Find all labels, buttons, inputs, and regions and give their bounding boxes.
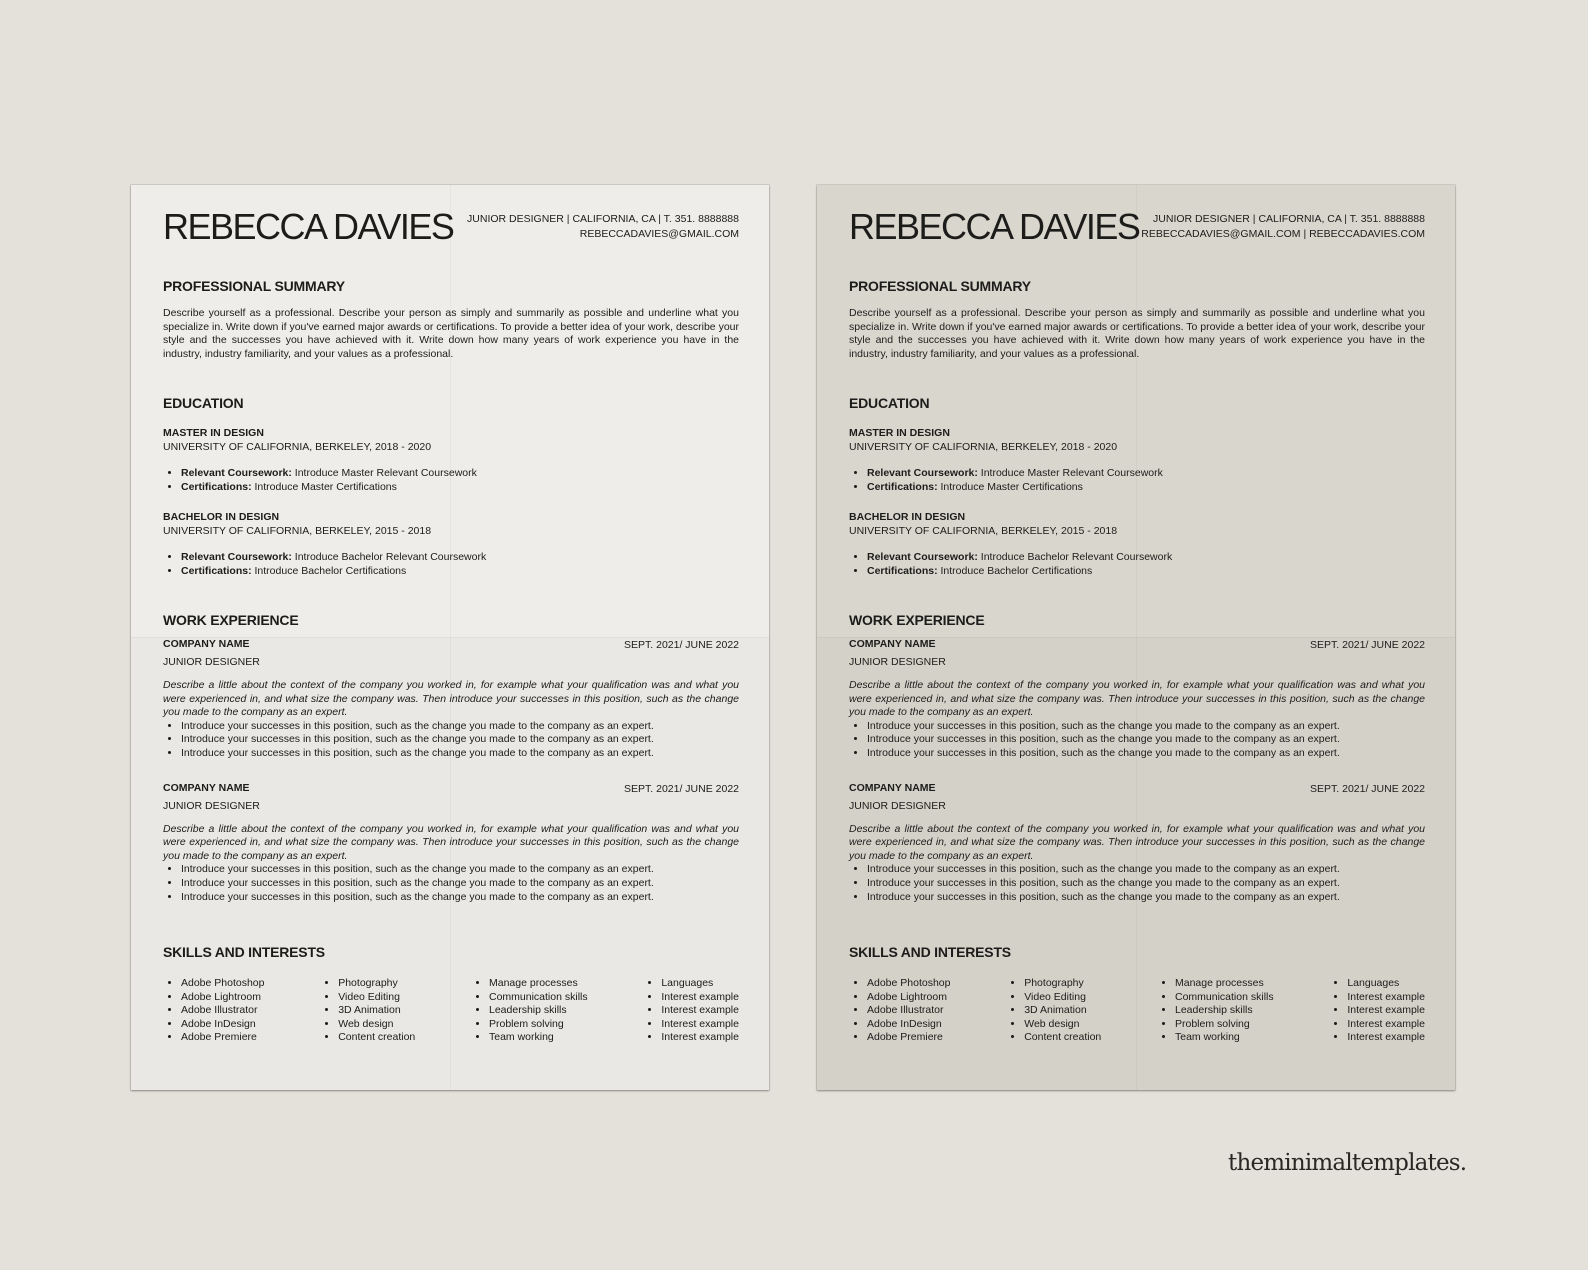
job-company: COMPANY NAME xyxy=(849,638,936,650)
list-item: • Introduce your successes in this position, such as the change you made to the company as an expert. xyxy=(867,877,1425,891)
education-item xyxy=(849,510,1425,578)
job-date: SEPT. 2021/ JUNE 2022 xyxy=(624,639,739,651)
list-item xyxy=(867,467,1425,481)
list-item: • Problem solving xyxy=(489,1018,588,1032)
summary-heading: PROFESSIONAL SUMMARY xyxy=(163,278,345,294)
skills-columns xyxy=(849,977,1425,1045)
education-item xyxy=(849,426,1425,494)
list-item: • Video Editing xyxy=(1024,991,1101,1005)
work-heading: WORK EXPERIENCE xyxy=(849,612,985,628)
education-heading: EDUCATION xyxy=(163,395,244,411)
degree-school: UNIVERSITY OF CALIFORNIA, BERKELEY, 2015 - 2018 xyxy=(163,525,432,538)
education-section xyxy=(163,394,739,578)
contact-line-1: JUNIOR DESIGNER | CALIFORNIA, CA | T. 351. 8888888 xyxy=(467,213,739,225)
list-item: • Adobe Lightroom xyxy=(181,991,265,1005)
list-item: • Manage processes xyxy=(1175,977,1274,991)
list-item: • Adobe Premiere xyxy=(181,1031,265,1045)
job-date: SEPT. 2021/ JUNE 2022 xyxy=(1310,782,1425,795)
skills-columns xyxy=(163,977,739,1045)
list-item: • Introduce your successes in this position, such as the change you made to the company as an expert. xyxy=(867,891,1425,905)
skills-column xyxy=(163,977,265,1045)
job-role: JUNIOR DESIGNER xyxy=(849,799,946,812)
job-company: COMPANY NAME xyxy=(849,781,936,794)
contact-info xyxy=(467,212,739,242)
job-role: JUNIOR DESIGNER xyxy=(163,656,260,668)
coursework-label: Relevant Coursework: xyxy=(867,551,978,564)
list-item xyxy=(181,467,739,481)
resume-sheet-beige xyxy=(817,185,1455,1090)
skills-section xyxy=(849,943,1425,961)
list-item: • Introduce your successes in this position, such as the change you made to the company as an expert. xyxy=(181,863,739,877)
degree-school: UNIVERSITY OF CALIFORNIA, BERKELEY, 2018 - 2020 xyxy=(163,441,432,453)
list-item xyxy=(181,481,739,495)
certifications-value: Introduce Bachelor Certifications xyxy=(251,564,407,577)
certifications-value: Introduce Master Certifications xyxy=(251,480,397,493)
degree-title: MASTER IN DESIGN xyxy=(163,427,264,439)
certifications-label: Certifications: xyxy=(867,564,938,577)
list-item: • Introduce your successes in this position, such as the change you made to the company as an expert. xyxy=(867,863,1425,877)
list-item: • Web design xyxy=(338,1018,415,1032)
education-item xyxy=(163,510,739,578)
list-item: • Adobe Photoshop xyxy=(181,977,265,991)
list-item: • Interest example xyxy=(1347,1031,1425,1045)
job-company: COMPANY NAME xyxy=(163,638,250,650)
job-entry xyxy=(163,781,739,905)
list-item: • Introduce your successes in this position, such as the change you made to the company as an expert. xyxy=(867,733,1425,747)
list-item: • Adobe Illustrator xyxy=(867,1004,951,1018)
list-item: • Team working xyxy=(1175,1031,1274,1045)
job-description: Describe a little about the context of the company you worked in, for example what your qualification was and what you were experienced in, and what size the company was. Then introduce your successes in this position, such as the change you made to the company as an expert. xyxy=(163,822,739,862)
list-item: • Introduce your successes in this position, such as the change you made to the company as an expert. xyxy=(181,877,739,891)
education-heading: EDUCATION xyxy=(849,395,930,411)
list-item: • Photography xyxy=(338,977,415,991)
list-item: • Communication skills xyxy=(1175,991,1274,1005)
job-entry xyxy=(849,781,1425,905)
list-item: • Adobe InDesign xyxy=(867,1018,951,1032)
resume-header xyxy=(849,185,1425,280)
skills-column xyxy=(849,977,951,1045)
list-item: • Introduce your successes in this position, such as the change you made to the company as an expert. xyxy=(181,733,739,747)
resume-sheet-light xyxy=(131,185,769,1090)
skills-column xyxy=(471,977,588,1045)
skills-column xyxy=(1006,977,1101,1045)
list-item: • Manage processes xyxy=(489,977,588,991)
list-item: • Video Editing xyxy=(338,991,415,1005)
list-item: • Interest example xyxy=(661,1031,739,1045)
summary-heading: PROFESSIONAL SUMMARY xyxy=(849,278,1031,294)
coursework-label: Relevant Coursework: xyxy=(181,467,292,479)
education-item xyxy=(163,426,739,494)
skills-section xyxy=(163,943,739,961)
list-item: • Content creation xyxy=(338,1031,415,1045)
education-section xyxy=(849,394,1425,578)
list-item: • Introduce your successes in this position, such as the change you made to the company as an expert. xyxy=(867,747,1425,761)
list-item xyxy=(867,565,1425,579)
list-item: • Adobe InDesign xyxy=(181,1018,265,1032)
list-item xyxy=(181,565,739,579)
list-item: • Interest example xyxy=(1347,991,1425,1005)
coursework-value: Introduce Master Relevant Coursework xyxy=(291,467,477,479)
contact-line-1: JUNIOR DESIGNER | CALIFORNIA, CA | T. 351. 8888888 xyxy=(1153,213,1425,225)
degree-title: MASTER IN DESIGN xyxy=(849,427,950,439)
list-item: • Languages xyxy=(661,977,739,991)
job-date: SEPT. 2021/ JUNE 2022 xyxy=(624,782,739,795)
job-entry xyxy=(849,637,1425,761)
resume-header xyxy=(163,185,739,280)
list-item: • Interest example xyxy=(661,1018,739,1032)
coursework-value: Introduce Bachelor Relevant Coursework xyxy=(291,551,487,564)
list-item: • Adobe Premiere xyxy=(867,1031,951,1045)
resume-name: REBECCA DAVIES xyxy=(849,206,1140,247)
skills-column xyxy=(1329,977,1425,1045)
list-item: • Interest example xyxy=(1347,1004,1425,1018)
list-item xyxy=(181,551,739,565)
summary-text: Describe yourself as a professional. Describe your person as simply and summarily as possible and underline what you specialize in. Write down if you've earned major awards or certifications. To provide a better idea of your work, describe your style and the successes you have achieved with it. Write down how many years of work experience you have in the industry, industry familiarity, and your values as a professional. xyxy=(849,307,1425,360)
list-item: • Languages xyxy=(1347,977,1425,991)
list-item: • Interest example xyxy=(661,1004,739,1018)
summary-section xyxy=(849,277,1425,361)
list-item: • Introduce your successes in this position, such as the change you made to the company as an expert. xyxy=(181,747,739,761)
job-role: JUNIOR DESIGNER xyxy=(163,799,260,812)
coursework-value: Introduce Bachelor Relevant Coursework xyxy=(977,551,1173,564)
list-item: • Web design xyxy=(1024,1018,1101,1032)
list-item: • Introduce your successes in this position, such as the change you made to the company as an expert. xyxy=(181,720,739,734)
skills-heading: SKILLS AND INTERESTS xyxy=(163,944,325,960)
degree-school: UNIVERSITY OF CALIFORNIA, BERKELEY, 2015 - 2018 xyxy=(849,525,1118,538)
contact-line-2: REBECCADAVIES@GMAIL.COM xyxy=(579,228,739,240)
job-description: Describe a little about the context of the company you worked in, for example what your qualification was and what you were experienced in, and what size the company was. Then introduce your successes in this position, such as the change you made to the company as an expert. xyxy=(163,679,739,719)
job-role: JUNIOR DESIGNER xyxy=(849,656,946,668)
summary-section xyxy=(163,277,739,361)
list-item: • Interest example xyxy=(661,991,739,1005)
certifications-value: Introduce Bachelor Certifications xyxy=(937,564,1093,577)
coursework-value: Introduce Master Relevant Coursework xyxy=(977,467,1163,479)
contact-info xyxy=(1141,212,1425,242)
list-item: • Adobe Illustrator xyxy=(181,1004,265,1018)
job-description: Describe a little about the context of the company you worked in, for example what your qualification was and what you were experienced in, and what size the company was. Then introduce your successes in this position, such as the change you made to the company as an expert. xyxy=(849,822,1425,862)
job-date: SEPT. 2021/ JUNE 2022 xyxy=(1310,639,1425,651)
contact-line-2: REBECCADAVIES@GMAIL.COM | REBECCADAVIES.COM xyxy=(1141,228,1425,240)
list-item: • Interest example xyxy=(1347,1018,1425,1032)
list-item: • Communication skills xyxy=(489,991,588,1005)
job-company: COMPANY NAME xyxy=(163,781,250,794)
summary-text: Describe yourself as a professional. Describe your person as simply and summarily as possible and underline what you specialize in. Write down if you've earned major awards or certifications. To provide a better idea of your work, describe your style and the successes you have achieved with it. Write down how many years of work experience you have in the industry, industry familiarity, and your values as a professional. xyxy=(163,307,739,360)
list-item: • Leadership skills xyxy=(1175,1004,1274,1018)
list-item: • Adobe Lightroom xyxy=(867,991,951,1005)
certifications-label: Certifications: xyxy=(181,564,252,577)
resume-name: REBECCA DAVIES xyxy=(163,206,454,247)
list-item: • 3D Animation xyxy=(338,1004,415,1018)
degree-title: BACHELOR IN DESIGN xyxy=(163,511,280,524)
job-description: Describe a little about the context of the company you worked in, for example what your qualification was and what you were experienced in, and what size the company was. Then introduce your successes in this position, such as the change you made to the company as an expert. xyxy=(849,679,1425,719)
skills-heading: SKILLS AND INTERESTS xyxy=(849,944,1011,960)
certifications-label: Certifications: xyxy=(181,480,252,493)
list-item: • 3D Animation xyxy=(1024,1004,1101,1018)
skills-column xyxy=(1157,977,1274,1045)
coursework-label: Relevant Coursework: xyxy=(181,551,292,564)
list-item: • Introduce your successes in this position, such as the change you made to the company as an expert. xyxy=(867,720,1425,734)
list-item: • Team working xyxy=(489,1031,588,1045)
skills-column xyxy=(643,977,739,1045)
list-item: • Introduce your successes in this position, such as the change you made to the company as an expert. xyxy=(181,891,739,905)
list-item: • Photography xyxy=(1024,977,1101,991)
degree-title: BACHELOR IN DESIGN xyxy=(849,511,966,524)
work-section xyxy=(163,611,739,904)
job-entry xyxy=(163,637,739,761)
certifications-label: Certifications: xyxy=(867,480,938,493)
certifications-value: Introduce Master Certifications xyxy=(937,480,1083,493)
list-item xyxy=(867,551,1425,565)
list-item: • Content creation xyxy=(1024,1031,1101,1045)
list-item xyxy=(867,481,1425,495)
list-item: • Leadership skills xyxy=(489,1004,588,1018)
work-section xyxy=(849,611,1425,904)
degree-school: UNIVERSITY OF CALIFORNIA, BERKELEY, 2018 - 2020 xyxy=(849,441,1118,453)
skills-column xyxy=(320,977,415,1045)
list-item: • Adobe Photoshop xyxy=(867,977,951,991)
work-heading: WORK EXPERIENCE xyxy=(163,612,299,628)
brand-wordmark: theminimaltemplates. xyxy=(1228,1150,1467,1176)
list-item: • Problem solving xyxy=(1175,1018,1274,1032)
coursework-label: Relevant Coursework: xyxy=(867,467,978,479)
